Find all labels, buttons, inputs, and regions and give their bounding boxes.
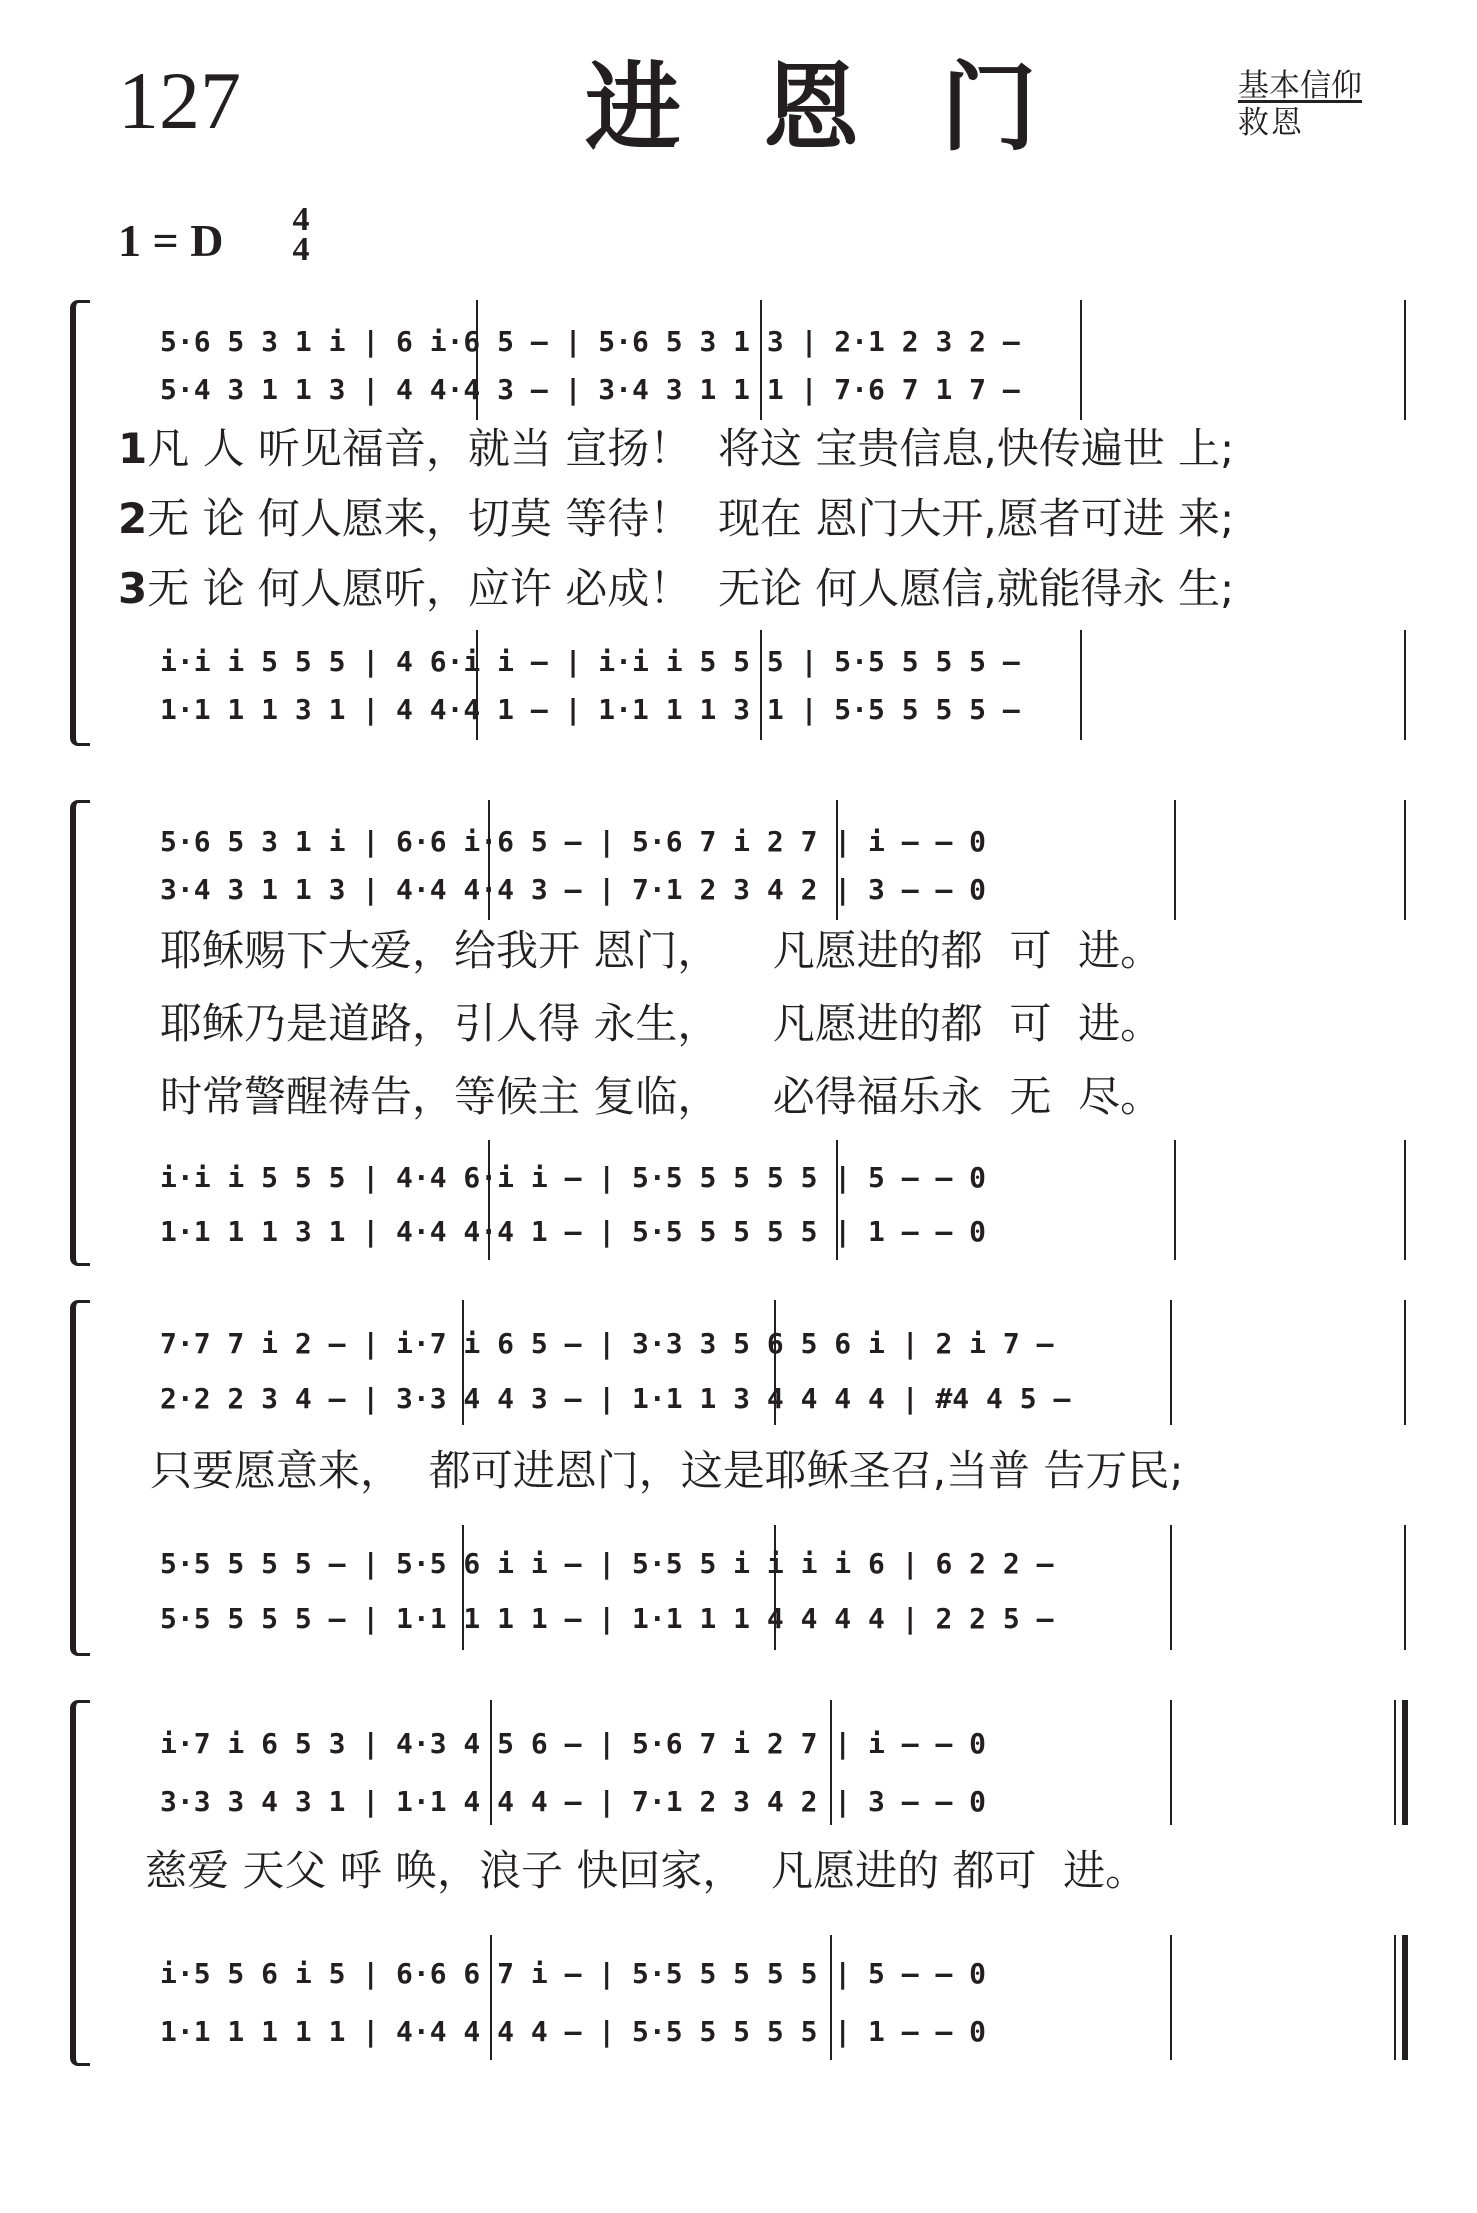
soprano-line: 7·7 7 i 2 – | i·7 i 6 5 – | 3·3 3 5 6 5 6 i | 2 i 7 – <box>160 1327 1054 1360</box>
bass-line: 1·1 1 1 1 1 | 4·4 4 4 4 – | 5·5 5 5 5 5 | 1 – – 0 <box>160 2015 987 2048</box>
tenor-line: i·5 5 6 i 5 | 6·6 6 7 i – | 5·5 5 5 5 5 | 5 – – 0 <box>160 1957 987 1990</box>
barline <box>1404 300 1406 420</box>
barline <box>1404 630 1406 740</box>
barline <box>1080 300 1082 420</box>
barline <box>1174 800 1176 920</box>
time-signature-bottom: 4 <box>292 231 310 268</box>
lyric-line: 只要愿意来， 都可进恩门，这是耶稣圣召,当普 告万民; <box>150 1446 1184 1495</box>
music-system-3 <box>0 1300 1477 1650</box>
lyric-verse-1 <box>118 424 1235 473</box>
time-signature <box>288 201 314 268</box>
bass-line: 5·5 5 5 5 – | 1·1 1 1 1 – | 1·1 1 1 4 4 4 4 | 2 2 5 – <box>160 1602 1054 1635</box>
final-barline-thin <box>1394 1700 1396 1825</box>
alto-line: 5·4 3 1 1 3 | 4 4·4 3 – | 3·4 3 1 1 1 | 7·6 7 1 7 – <box>160 373 1020 406</box>
barline <box>1080 630 1082 740</box>
barline <box>1404 1300 1406 1425</box>
barline <box>1404 800 1406 920</box>
lyric-line-3: 时常警醒祷告，等候主 复临， 必得福乐永 无 尽。 <box>160 1072 1163 1121</box>
final-barline-thick <box>1402 1935 1408 2060</box>
subcategory: 救恩 <box>1238 105 1304 142</box>
lyric-text: 无 论 何人愿听，应许 必成！ 无论 何人愿信,就能得永 生; <box>147 564 1235 613</box>
music-system-4 <box>0 1700 1477 2060</box>
hymn-number: 127 <box>118 55 241 146</box>
tenor-line: 5·5 5 5 5 – | 5·5 6 i i – | 5·5 5 i i i i 6 | 6 2 2 – <box>160 1547 1054 1580</box>
verse-number: 1 <box>118 424 148 473</box>
alto-line: 3·4 3 1 1 3 | 4·4 4·4 3 – | 7·1 2 3 4 2 | 3 – – 0 <box>160 873 987 906</box>
soprano-line: 5·6 5 3 1 i | 6·6 i·6 5 – | 5·6 7 i 2 7 | i – – 0 <box>160 825 987 858</box>
system-brace <box>70 800 90 1266</box>
tenor-line: i·i i 5 5 5 | 4 6·i i – | i·i i 5 5 5 | 5·5 5 5 5 – <box>160 645 1020 678</box>
system-brace <box>70 300 90 746</box>
barline <box>1174 1140 1176 1260</box>
lyric-text: 凡 人 听见福音，就当 宣扬！ 将这 宝贵信息,快传遍世 上; <box>147 424 1235 473</box>
music-system-2 <box>0 800 1477 1260</box>
soprano-line: 5·6 5 3 1 i | 6 i·6 5 – | 5·6 5 3 1 3 | 2·1 2 3 2 – <box>160 325 1020 358</box>
music-system-1 <box>0 300 1477 740</box>
barline <box>1404 1140 1406 1260</box>
key-signature: 1 = D <box>118 215 224 266</box>
lyric-line-2: 耶稣乃是道路，引人得 永生， 凡愿进的都 可 进。 <box>160 999 1163 1048</box>
lyric-text: 无 论 何人愿来，切莫 等待！ 现在 恩门大开,愿者可进 来; <box>147 494 1235 543</box>
barline <box>1170 1300 1172 1425</box>
system-brace <box>70 1300 90 1656</box>
lyric-verse-3 <box>118 564 1235 613</box>
bass-line: 1·1 1 1 3 1 | 4·4 4·4 1 – | 5·5 5 5 5 5 | 1 – – 0 <box>160 1215 987 1248</box>
system-brace <box>70 1700 90 2066</box>
final-barline-thick <box>1402 1700 1408 1825</box>
soprano-line: i·7 i 6 5 3 | 4·3 4 5 6 – | 5·6 7 i 2 7 | i – – 0 <box>160 1727 987 1760</box>
hymn-title: 进恩门 <box>585 51 1119 164</box>
verse-number: 2 <box>118 494 148 543</box>
bass-line: 1·1 1 1 3 1 | 4 4·4 1 – | 1·1 1 1 3 1 | 5·5 5 5 5 – <box>160 693 1020 726</box>
alto-line: 3·3 3 4 3 1 | 1·1 4 4 4 – | 7·1 2 3 4 2 | 3 – – 0 <box>160 1785 987 1818</box>
barline <box>1170 1700 1172 1825</box>
barline <box>1170 1935 1172 2060</box>
lyric-line: 慈爱 天父 呼 唤，浪子 快回家， 凡愿进的 都可 进。 <box>145 1846 1148 1895</box>
lyric-line-1: 耶稣赐下大爱，给我开 恩门， 凡愿进的都 可 进。 <box>160 926 1163 975</box>
barline <box>1404 1525 1406 1650</box>
barline <box>1170 1525 1172 1650</box>
final-barline-thin <box>1394 1935 1396 2060</box>
category: 基本信仰 <box>1238 68 1362 104</box>
alto-line: 2·2 2 3 4 – | 3·3 4 4 3 – | 1·1 1 3 4 4 4 4 | #4 4 5 – <box>160 1382 1071 1415</box>
tenor-line: i·i i 5 5 5 | 4·4 6·i i – | 5·5 5 5 5 5 | 5 – – 0 <box>160 1161 987 1194</box>
category-label <box>1238 68 1398 142</box>
verse-number: 3 <box>118 564 148 613</box>
time-signature-top: 4 <box>292 201 310 238</box>
lyric-verse-2 <box>118 494 1235 543</box>
